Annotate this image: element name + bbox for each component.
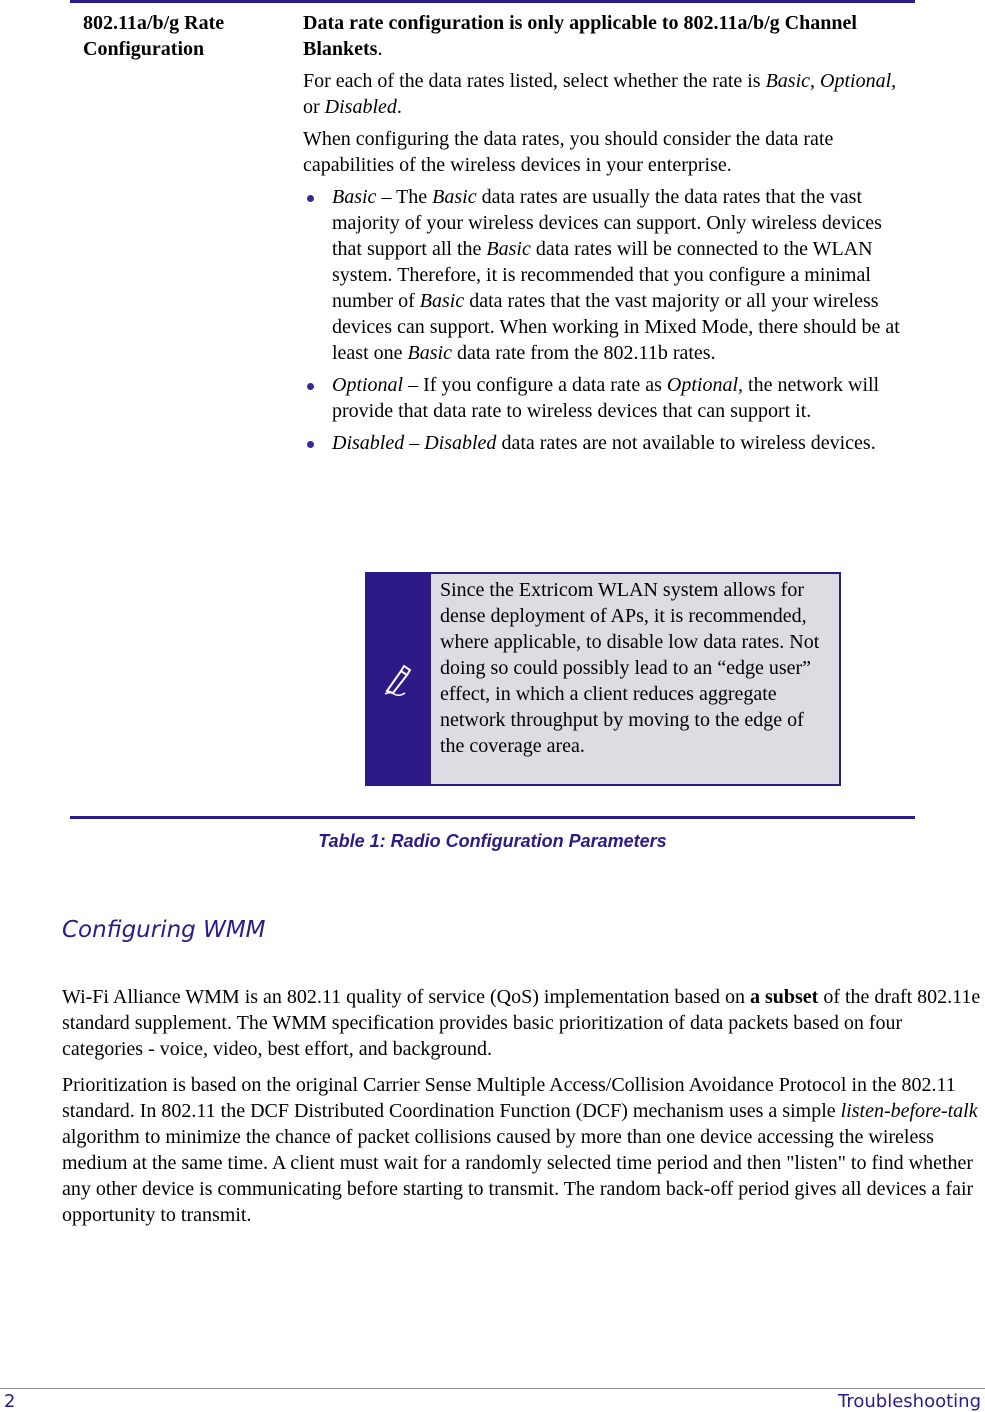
description-heading: Data rate configuration is only applicable to 802.11a/b/g Channel Blankets. (303, 12, 857, 60)
section-heading: Configuring WMM (62, 917, 266, 943)
description-paragraph-1: For each of the data rates listed, select whether the rate is Basic, Optional, or Disabled. (303, 70, 897, 118)
body-paragraph-2: Prioritization is based on the original Carrier Sense Multiple Access/Collision Avoidance Protocol in the 802.11 standard. In 802.11 the DCF Distributed Coordination Function (DCF) mechanism uses a simple listen-before-talk algorithm to minimize the chance of packet collisions caused by more than one device accessing the wireless medium at the same time. A client must wait for a randomly selected time period and then "listen" to find whether any other device is communicating before starting to transmit. The random back-off period gives all devices a fair opportunity to transmit. (62, 1074, 978, 1226)
writing-hand-icon (381, 661, 417, 697)
list-item-optional: Optional – If you configure a data rate as Optional, the network will provide that data rate to wireless devices that can support it. (303, 372, 903, 424)
body-paragraph-1: Wi-Fi Alliance WMM is an 802.11 quality of service (QoS) implementation based on a subset of the draft 802.11e standard supplement. The WMM specification provides basic prioritization of data packets based on four categories - voice, video, best effort, and background. (62, 986, 981, 1060)
footer-section-name: Troubleshooting (838, 1391, 981, 1412)
table-bottom-rule (70, 816, 915, 819)
description-paragraph-2: When configuring the data rates, you should consider the data rate capabilities of the wireless devices in your enterprise. (303, 128, 834, 176)
list-item-disabled: Disabled – Disabled data rates are not available to wireless devices. (303, 430, 903, 456)
list-item-basic: Basic – The Basic data rates are usually the data rates that the vast majority of your wireless devices can support. Only wireless devices that support all the Basic data rates will be connected to the WLAN system. Therefore, it is recommended that you configure a minimal number of Basic data rates that the vast majority or all your wireless devices can support. When working in Mixed Mode, there should be at least one Basic data rate from the 802.11b rates. (303, 184, 903, 366)
bullet-icon (307, 383, 314, 390)
note-text: Since the Extricom WLAN system allows for dense deployment of APs, it is recommended, where applicable, to disable low data rates. Not doing so could possibly lead to an “edge user” effect, in which a client reduces aggregate network throughput by moving to the edge of the coverage area. (431, 574, 839, 784)
footer-rule (0, 1388, 985, 1389)
parameter-description (303, 10, 903, 462)
rate-options-list (303, 184, 903, 456)
note-box (365, 572, 841, 786)
parameter-name: 802.11a/b/g Rate Configuration (83, 12, 225, 60)
section-body (62, 984, 984, 1238)
table-caption: Table 1: Radio Configuration Parameters (318, 831, 667, 851)
note-icon-panel (367, 574, 431, 784)
table-top-rule (70, 0, 915, 3)
bullet-icon (307, 441, 314, 448)
bullet-icon (307, 195, 314, 202)
page-number: 2 (4, 1391, 16, 1412)
